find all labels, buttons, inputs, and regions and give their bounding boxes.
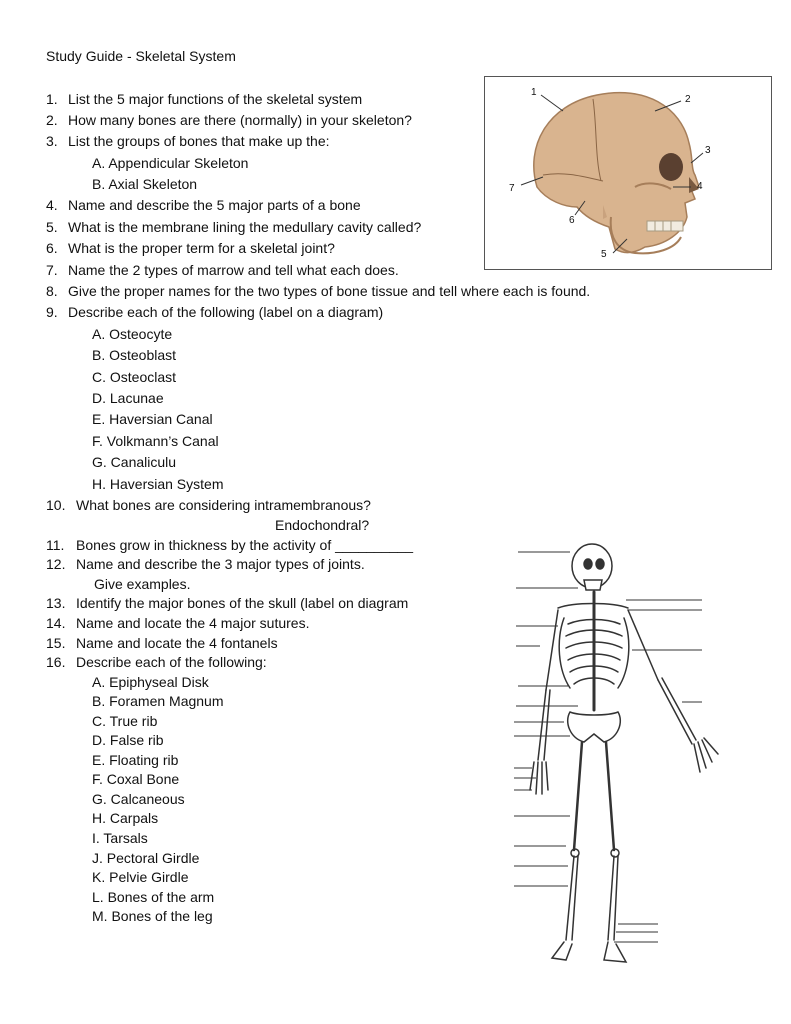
list-item: D. False rib [92, 732, 164, 748]
question-text: Name and describe the 3 major types of joints. [76, 556, 365, 572]
skull-label: 5 [601, 249, 607, 260]
question-text: Name and locate the 4 major sutures. [76, 615, 310, 631]
list-item: A. Appendicular Skeleton [92, 155, 249, 171]
skull-label: 1 [531, 87, 537, 98]
list-item: C. Osteoclast [92, 369, 177, 385]
question-12-extra: Give examples. [94, 576, 191, 592]
list-item: E. Floating rib [92, 752, 179, 768]
skeleton-illustration [508, 540, 728, 980]
question-number: 14. [46, 615, 66, 631]
skull-label: 7 [509, 183, 515, 194]
skull-illustration [485, 77, 771, 269]
question-number: 2. [46, 112, 58, 128]
list-item: J. Pectoral Girdle [92, 850, 200, 866]
question-number: 3. [46, 133, 58, 149]
question-number: 10. [46, 497, 66, 513]
question-text: Name the 2 types of marrow and tell what each does. [68, 262, 399, 278]
list-item: F. Volkmann’s Canal [92, 433, 219, 449]
skull-label: 3 [705, 145, 711, 156]
question-number: 7. [46, 262, 58, 278]
question-number: 12. [46, 556, 66, 572]
question-number: 9. [46, 304, 58, 320]
question-number: 6. [46, 240, 58, 256]
list-item: H. Haversian System [92, 476, 224, 492]
page-title: Study Guide - Skeletal System [46, 48, 236, 64]
question-text: What bones are considering intramembranous? [76, 497, 371, 513]
skull-diagram [484, 76, 772, 270]
list-item: E. Haversian Canal [92, 411, 213, 427]
list-item: A. Osteocyte [92, 326, 173, 342]
question-text: Give the proper names for the two types of bone tissue and tell where each is found. [68, 283, 591, 299]
question-number: 11. [46, 537, 65, 553]
question-text: Identify the major bones of the skull (label on diagram [76, 595, 409, 611]
question-number: 8. [46, 283, 58, 299]
question-number: 5. [46, 219, 58, 235]
skull-label: 6 [569, 215, 575, 226]
list-item: B. Osteoblast [92, 347, 177, 363]
list-item: G. Calcaneous [92, 791, 185, 807]
list-item: D. Lacunae [92, 390, 164, 406]
question-text: What is the membrane lining the medullary cavity called? [68, 219, 422, 235]
skull-label: 4 [697, 181, 703, 192]
question-text: Bones grow in thickness by the activity of __________ [76, 537, 413, 553]
question-number: 1. [46, 91, 58, 107]
question-number: 13. [46, 595, 66, 611]
list-item: H. Carpals [92, 810, 159, 826]
skull-label: 2 [685, 94, 691, 105]
list-item: L. Bones of the arm [92, 889, 215, 905]
skeleton-diagram [508, 540, 728, 980]
question-text: Name and describe the 5 major parts of a bone [68, 197, 361, 213]
question-text: What is the proper term for a skeletal joint? [68, 240, 335, 256]
list-item: C. True rib [92, 713, 158, 729]
question-text: Describe each of the following (label on a diagram) [68, 304, 384, 320]
list-item: B. Foramen Magnum [92, 693, 224, 709]
question-text: How many bones are there (normally) in your skeleton? [68, 112, 412, 128]
question-number: 4. [46, 197, 58, 213]
list-item: A. Epiphyseal Disk [92, 674, 209, 690]
question-text: Describe each of the following: [76, 654, 267, 670]
list-item: M. Bones of the leg [92, 908, 213, 924]
question-text: List the 5 major functions of the skeletal system [68, 91, 363, 107]
list-item: K. Pelvie Girdle [92, 869, 189, 885]
question-10-extra: Endochondral? [275, 517, 370, 533]
list-item: B. Axial Skeleton [92, 176, 198, 192]
question-number: 15. [46, 635, 66, 651]
question-text: List the groups of bones that make up the: [68, 133, 330, 149]
list-item: I. Tarsals [92, 830, 148, 846]
list-item: F. Coxal Bone [92, 771, 180, 787]
list-item: G. Canaliculu [92, 454, 177, 470]
question-number: 16. [46, 654, 66, 670]
question-text: Name and locate the 4 fontanels [76, 635, 278, 651]
